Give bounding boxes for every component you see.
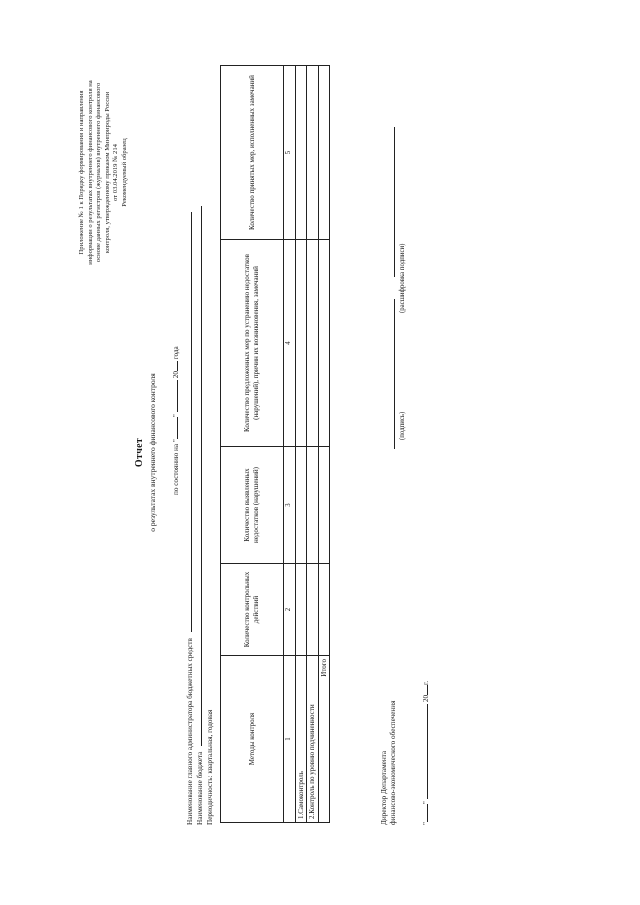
meta-admin-row xyxy=(186,206,196,825)
table-cell xyxy=(318,240,330,447)
signature-captions xyxy=(398,127,408,825)
header-control-actions: Количество контрольных действий xyxy=(221,564,284,656)
header-methods: Методы контроля xyxy=(221,656,284,823)
table-cell xyxy=(295,240,307,447)
meta-budget-label: Наименование бюджета xyxy=(196,751,204,825)
appendix-line: Приложение № 1 к Порядку формирования и направления xyxy=(78,90,85,255)
column-number: 2 xyxy=(284,564,296,656)
appendix-line: от 03.04.2019 № 214 xyxy=(112,144,120,201)
table-header-row xyxy=(221,66,284,823)
report-meta xyxy=(186,206,216,825)
date-mid: " xyxy=(172,414,180,418)
appendix-line: информации о результатах внутреннего финансового контроля на xyxy=(86,80,94,265)
sig-date-month-blank xyxy=(427,704,428,799)
row-method: 1.Самоконтроль xyxy=(295,656,307,823)
sig-date-quote-open: " xyxy=(422,822,430,825)
report-title: Отчет xyxy=(134,437,145,468)
header-proposed-measures: Количество предложенных мер по устранению недостатков (нарушений), причин их возникновения, замечаний xyxy=(221,240,284,447)
table-cell xyxy=(307,66,319,240)
appendix-line: Рекомендуемый образец xyxy=(120,138,128,207)
decoding-blank xyxy=(394,127,395,277)
meta-period-label: Периодичность: квартальная, годовая xyxy=(206,709,214,825)
meta-admin-label: Наименование главного администратора бюджетных средств xyxy=(186,638,194,825)
signature-block xyxy=(380,127,431,825)
table-cell xyxy=(295,564,307,656)
signature-date-line xyxy=(422,127,431,825)
table-cell xyxy=(295,66,307,240)
report-subtitle: о результатах внутреннего финансового контроля xyxy=(148,373,157,532)
row-total-label: Итого xyxy=(318,656,330,823)
date-month-blank xyxy=(177,380,178,412)
sig-date-year-suffix: г. xyxy=(422,681,430,685)
date-day-blank xyxy=(177,417,178,439)
table-cell xyxy=(318,564,330,656)
signature-position-line1: Директор Департамента xyxy=(380,750,388,825)
table-row xyxy=(295,66,307,823)
table-row xyxy=(307,66,319,823)
appendix-line: основе данных регистров (журналов) внутреннего финансового xyxy=(95,82,103,263)
signature-blank xyxy=(394,299,395,449)
header-violations: Количество выявленных недостатков (нарушений) xyxy=(221,447,284,564)
meta-budget-row xyxy=(196,206,206,825)
column-number: 3 xyxy=(284,447,296,564)
table-cell xyxy=(295,447,307,564)
header-accepted-measures: Количество принятых мер, исполненных замечаний xyxy=(221,66,284,240)
table-cell xyxy=(318,66,330,240)
date-year-prefix: 20 xyxy=(172,371,180,379)
signature-line-row xyxy=(389,127,398,825)
date-suffix: года xyxy=(172,346,180,360)
appendix-line: контроля, утвержденному приказом Минприроды России xyxy=(103,91,111,254)
sig-date-quote-close: " xyxy=(422,801,430,805)
signature-position-line2: финансово-экономического обеспечения xyxy=(389,700,397,825)
table-cell xyxy=(307,447,319,564)
table-cell xyxy=(307,240,319,447)
column-number: 5 xyxy=(284,66,296,240)
row-method: 2.Контроль по уровню подчиненности xyxy=(307,656,319,823)
report-date-line xyxy=(172,346,181,495)
table-total-row xyxy=(318,66,330,823)
decoding-caption: (расшифровка подписи) xyxy=(399,243,406,313)
table-cell xyxy=(318,447,330,564)
date-prefix: по состоянию на " xyxy=(172,439,180,495)
meta-admin-blank xyxy=(191,212,192,632)
column-number: 4 xyxy=(284,240,296,447)
report-table xyxy=(220,65,330,823)
signature-caption: (подпись) xyxy=(399,411,406,440)
sig-date-day-blank xyxy=(427,804,428,822)
appendix-note xyxy=(78,80,130,265)
date-year-blank xyxy=(177,361,178,371)
meta-period-row xyxy=(206,206,216,825)
column-number: 1 xyxy=(284,656,296,823)
table-cell xyxy=(307,564,319,656)
table-number-row xyxy=(284,66,296,823)
sig-date-year-blank xyxy=(427,685,428,695)
sig-date-year-prefix: 20 xyxy=(422,694,430,703)
meta-budget-blank xyxy=(201,206,202,746)
